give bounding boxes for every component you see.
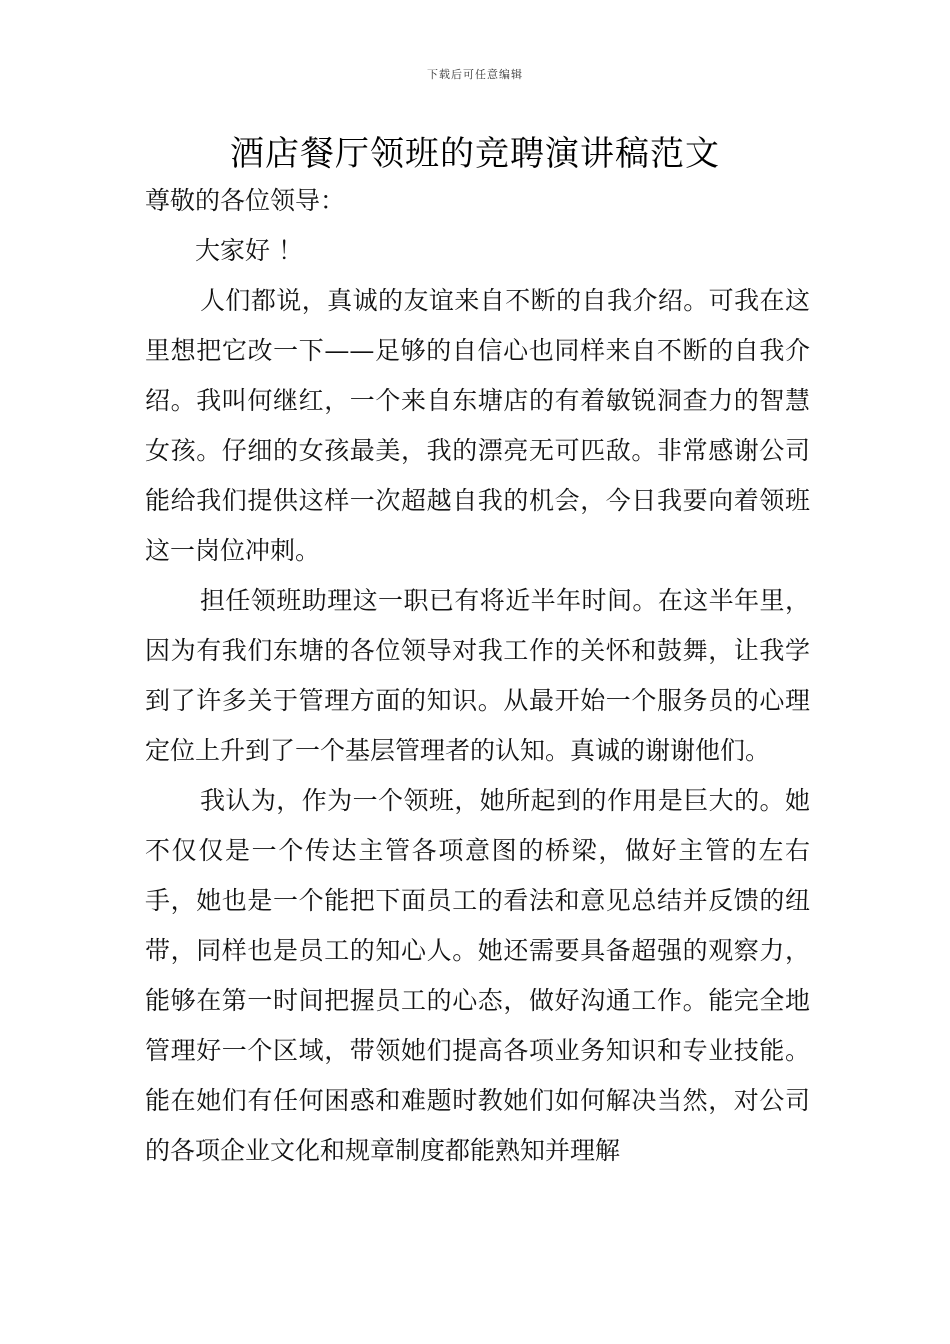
document-title: 酒店餐厅领班的竞聘演讲稿范文 [230,134,720,174]
paragraph-2: 担任领班助理这一职已有将近半年时间。在这半年里，因为有我们东塘的各位领导对我工作的关怀和鼓舞，让我学到了许多关于管理方面的知识。从最开始一个服务员的心理定位上升到了一个基层管理者的认知。真诚的谢谢他们。 [145,586,810,765]
salutation: 尊敬的各位领导： [145,186,346,215]
header-note: 下载后可任意编辑 [427,68,523,81]
paragraph-1: 人们都说，真诚的友谊来自不断的自我介绍。可我在这里想把它改一下——足够的自信心也同样来自不断的自我介绍。我叫何继红，一个来自东塘店的有着敏锐洞查力的智慧女孩。仔细的女孩最美，我的漂亮无可匹敌。非常感谢公司能给我们提供这样一次超越自我的机会，今日我要向着领班这一岗位冲刺。 [145,286,810,565]
greeting: 大家好 ！ [195,236,303,265]
document-body [145,176,810,1176]
paragraph-3: 我认为，作为一个领班，她所起到的作用是巨大的。她不仅仅是一个传达主管各项意图的桥梁，做好主管的左右手，她也是一个能把下面员工的看法和意见总结并反馈的纽带，同样也是员工的知心人。她还需要具备超强的观察力，能够在第一时间把握员工的心态，做好沟通工作。能完全地管理好一个区域，带领她们提高各项业务知识和专业技能。能在她们有任何困惑和难题时教她们如何解决当然，对公司的各项企业文化和规章制度都能熟知并理解 [145,786,810,1165]
